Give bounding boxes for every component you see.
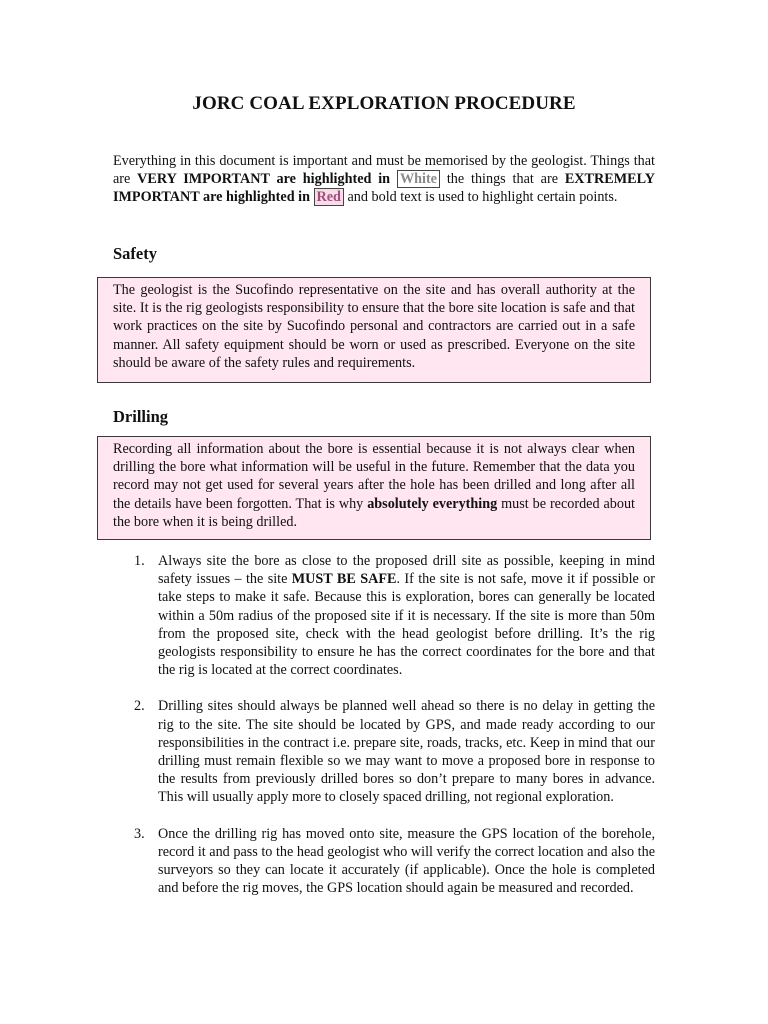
intro-bold-very-important: VERY IMPORTANT are highlighted in bbox=[137, 171, 391, 188]
procedure-list bbox=[134, 552, 655, 915]
safety-heading: Safety bbox=[113, 244, 157, 263]
drilling-box bbox=[97, 436, 651, 540]
list-item-number: 2. bbox=[134, 698, 145, 715]
drilling-heading: Drilling bbox=[113, 407, 169, 426]
safety-box bbox=[97, 277, 651, 383]
intro-paragraph bbox=[113, 152, 655, 207]
red-highlight-sample: Red bbox=[314, 188, 344, 206]
list-item-text: Drilling sites should always be planned well ahead so there is no delay in getting the rig to the site. The site should be located by GPS, and made ready according to our responsibilities in the contract i.e. prepare site, roads, tracks, etc. Keep in mind that our drilling must remain flexible so we may want to move a proposed bore in response to the results from previously drilled bores so don’t prepare to many bores in advance. This will usually apply more to closely spaced drilling, not regional exploration. bbox=[158, 698, 655, 806]
list-item bbox=[134, 697, 655, 806]
drilling-text-2: must be recorded about the bore when it is being drilled. bbox=[113, 495, 636, 530]
intro-text-1: Everything in this document is important and must be memorised by the geologist. Things that are bbox=[113, 153, 655, 188]
drilling-text-1: Recording all information about the bore is essential because it is not always clear when drilling the bore what information will be useful in the future. Remember that the data you record may not get used for several years after the hole has been drilled and long after all the details have been forgotten. That is why bbox=[113, 441, 635, 512]
intro-text-3: and bold text is used to highlight certain points. bbox=[343, 189, 618, 206]
list-item-text: Once the drilling rig has moved onto site, measure the GPS location of the borehole, record it and pass to the head geologist who will verify the correct location and also the surveyors so they can locate it accurately (if applicable). Once the hole is completed and before the rig moves, the GPS location should again be measured and recorded. bbox=[158, 825, 655, 897]
list-item-number: 1. bbox=[134, 553, 145, 569]
intro-text-2: the things that are bbox=[439, 171, 565, 188]
list-item-text: Always site the bore as close to the proposed drill site as possible, keeping in mind safety issues – the site bbox=[158, 553, 655, 588]
list-item-text-cont: . If the site is not safe, move it if possible or take steps to make it safe. Because this is exploration, bores can generally be located within a 50m radius of the proposed site if it is necessary. If the site is more than 50m from the proposed site, check with the head geologist before drilling. It’s the rig geologists responsibility to ensure he has the correct coordinates for the bore and that the rig is located at the correct coordinates. bbox=[158, 571, 655, 679]
list-item bbox=[134, 825, 655, 898]
list-item-number: 3. bbox=[134, 825, 145, 842]
list-item-bold: MUST BE SAFE bbox=[291, 571, 397, 588]
document-title: JORC COAL EXPLORATION PROCEDURE bbox=[192, 93, 576, 114]
white-highlight-sample: White bbox=[397, 170, 440, 188]
drilling-bold: absolutely everything bbox=[367, 495, 498, 512]
safety-text: The geologist is the Sucofindo representative on the site and has overall authority at the site. It is the rig geologists responsibility to ensure that the bore site location is safe and that work practices on the site by Sucofindo personal and contractors are carried out in a safe manner. All safety equipment should be worn or used as prescribed. Everyone on the site should be aware of the safety rules and requirements. bbox=[113, 282, 635, 371]
list-item bbox=[134, 552, 655, 679]
intro-bold-extremely-important: EXTREMELY IMPORTANT are highlighted in bbox=[113, 171, 655, 206]
